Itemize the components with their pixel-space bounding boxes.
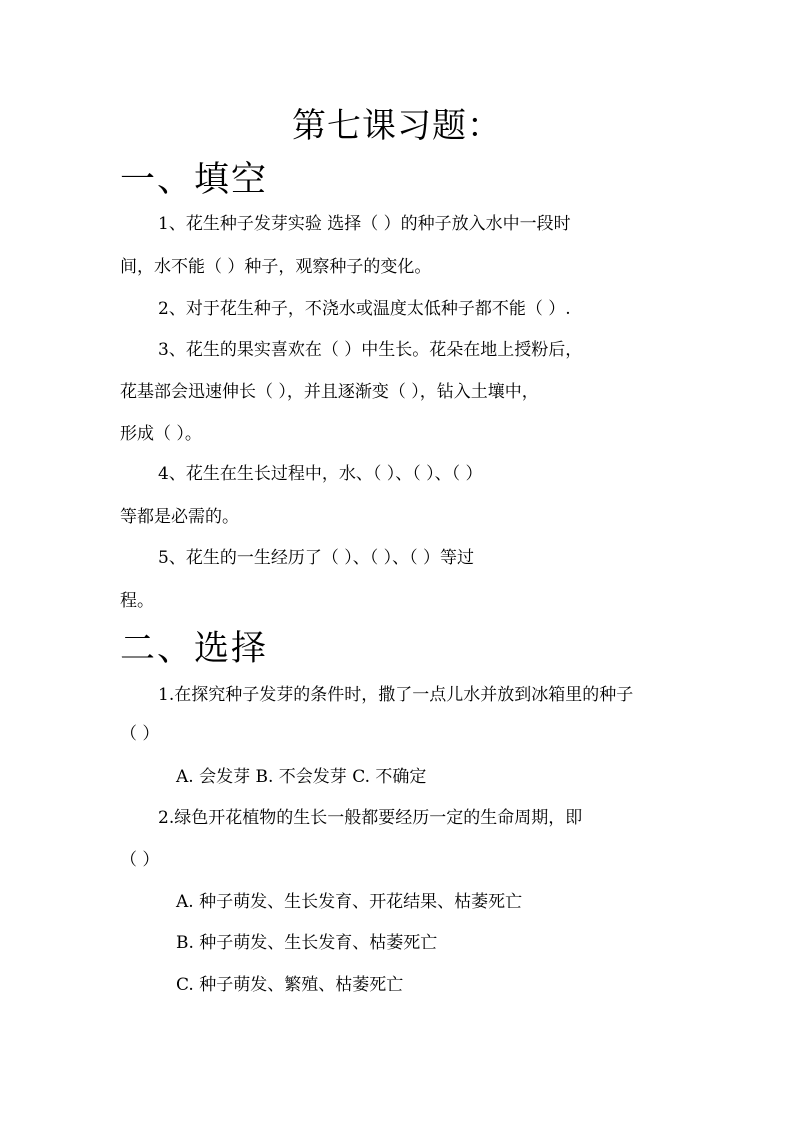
fill-question-1-line-2: 间，水不能（ ）种子，观察种子的变化。: [120, 257, 432, 277]
fill-question-5-line-1: 5、花生的一生经历了（ ）、（ ）、（ ）等过: [158, 548, 475, 568]
choice-question-2-stem: 2.绿色开花植物的生长一般都要经历一定的生命周期，即: [158, 808, 583, 828]
page-title: 第七课习题：: [292, 106, 502, 146]
fill-question-2: 2、对于花生种子，不浇水或温度太低种子都不能（ ）.: [158, 299, 571, 319]
choice-question-2-option-c: C. 种子萌发、繁殖、枯萎死亡: [176, 975, 404, 995]
fill-question-3-line-3: 形成（ ）。: [120, 424, 202, 444]
choice-question-2-option-a: A. 种子萌发、生长发育、开花结果、枯萎死亡: [176, 892, 523, 912]
choice-question-1-stem: 1.在探究种子发芽的条件时，撒了一点儿水并放到冰箱里的种子: [158, 685, 634, 705]
fill-question-4-line-2: 等都是必需的。: [120, 507, 239, 527]
fill-question-4-line-1: 4、花生在生长过程中，水、（ ）、（ ）、（ ）: [158, 464, 483, 484]
section-heading-multiple-choice: 二、选择: [120, 629, 269, 669]
fill-question-1-line-1: 1、花生种子发芽实验 选择（ ）的种子放入水中一段时: [158, 214, 571, 234]
fill-question-5-line-2: 程。: [120, 591, 154, 611]
choice-question-2-blank: （ ）: [120, 850, 160, 870]
fill-question-3-line-2: 花基部会迅速伸长（ ），并且逐渐变（ ），钻入土壤中，: [120, 382, 539, 402]
fill-question-3-line-1: 3、花生的果实喜欢在（ ）中生长。花朵在地上授粉后，: [158, 340, 583, 360]
choice-question-1-blank: （ ）: [120, 724, 160, 744]
choice-question-2-option-b: B. 种子萌发、生长发育、枯萎死亡: [176, 933, 438, 953]
choice-question-1-options: A. 会发芽 B. 不会发芽 C. 不确定: [176, 767, 427, 787]
section-heading-fill-in: 一、填空: [120, 160, 269, 200]
